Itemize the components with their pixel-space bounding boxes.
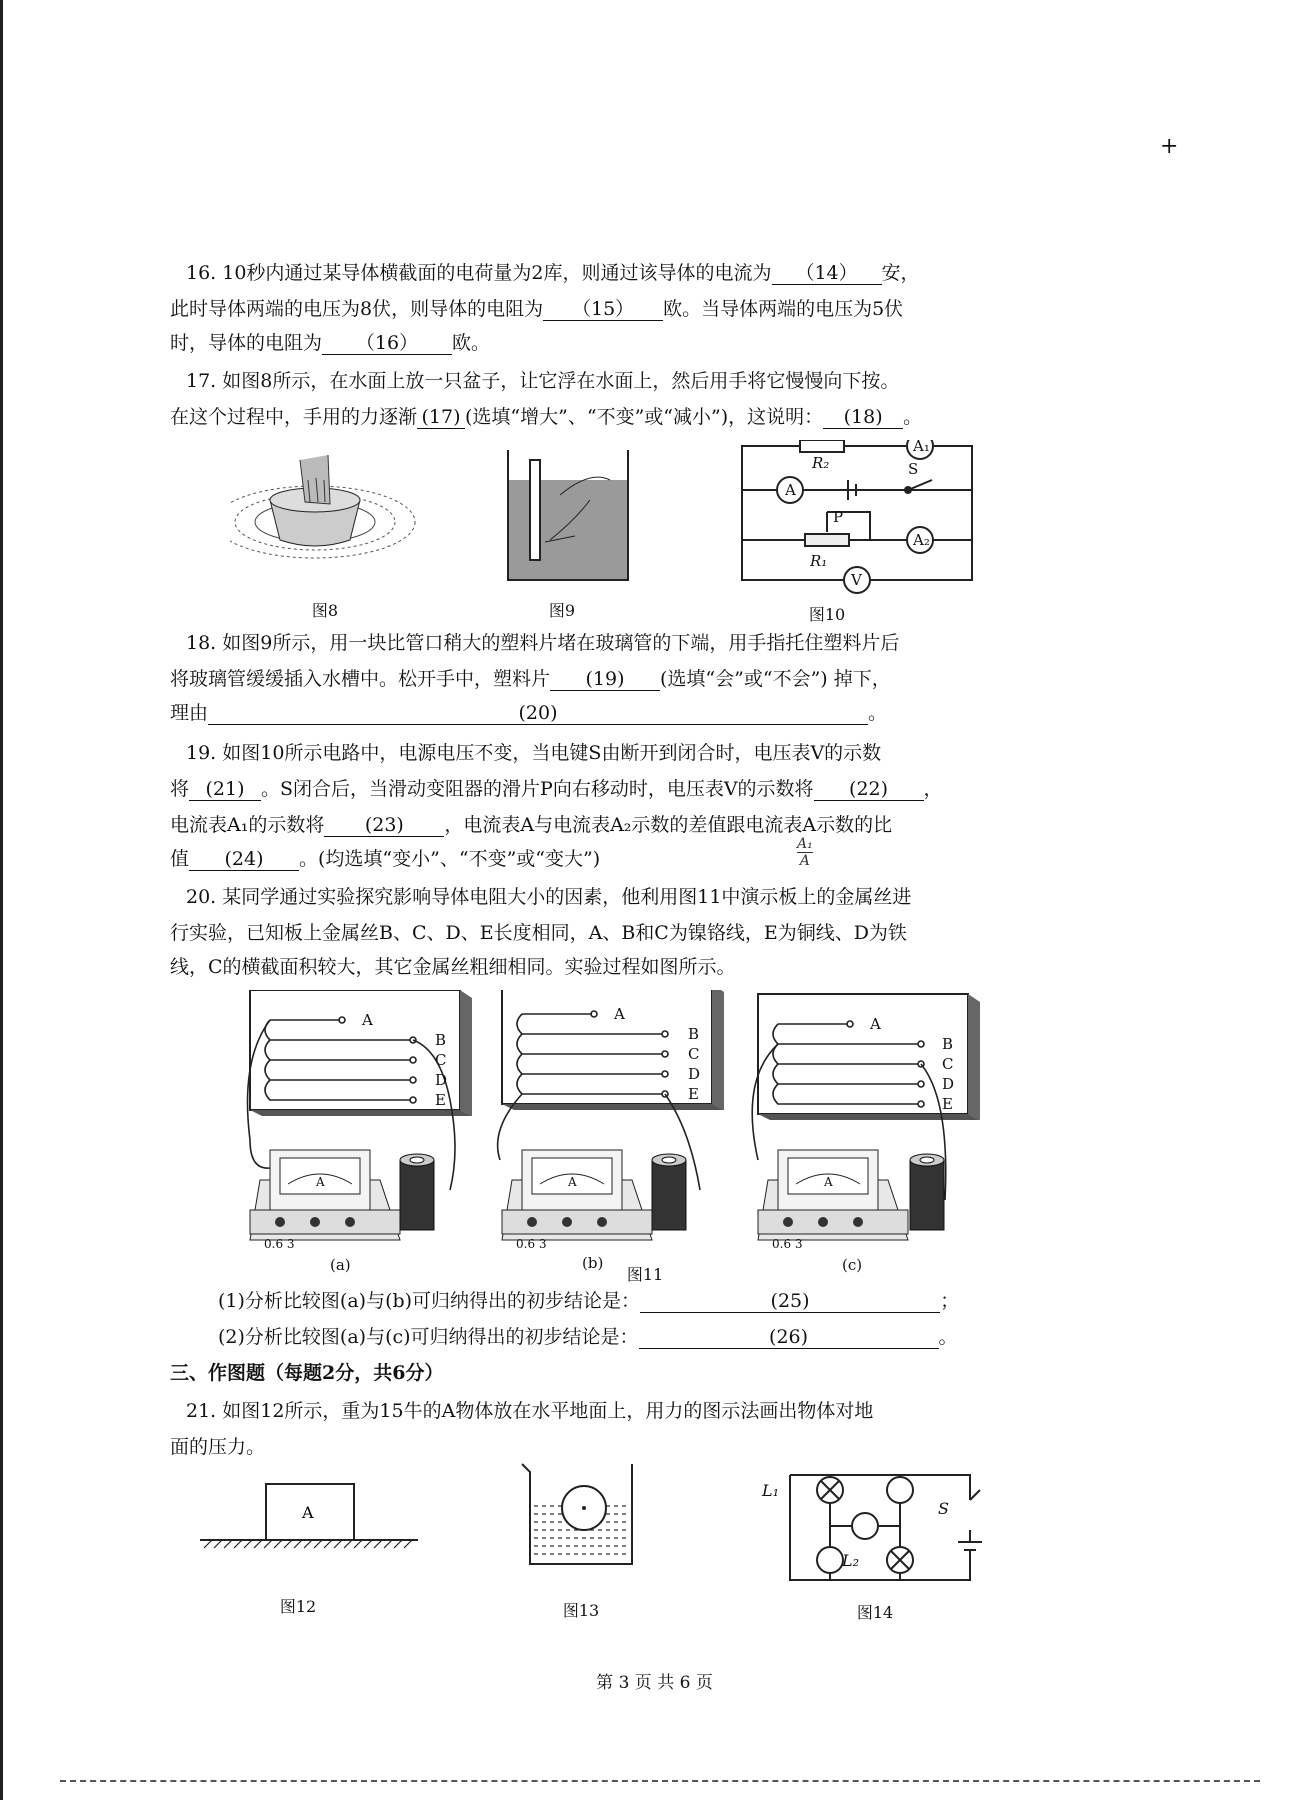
fig14-caption: 图14	[856, 1603, 894, 1622]
fig11a-setup	[248, 990, 473, 1240]
q16-text-e: 时，导体的电阻为	[170, 332, 323, 354]
figures-8-9-10	[230, 440, 1080, 620]
q16-text-d: 欧。当导体两端的电压为5伏	[663, 298, 904, 320]
q20-line2: 行实验，已知板上金属丝B、C、D、E长度相同，A、B和C为镍铬线，E为铜线、D为铁	[170, 922, 907, 944]
handwritten-note	[797, 836, 813, 869]
label-p: P	[833, 508, 844, 526]
label-a1: A₁	[913, 440, 930, 455]
q18-line3	[170, 698, 887, 725]
q17-text-a: 在这个过程中，手用的力逐渐	[170, 406, 418, 428]
meter-scale-c: 0.6 3	[772, 1237, 803, 1251]
caption-a: (a)	[330, 1256, 351, 1274]
q16-line3	[170, 328, 490, 355]
q19-text-g: 。(均选填“变小”、“不变”或“变大”)	[299, 848, 601, 870]
caption-c: (c)	[842, 1256, 863, 1274]
wire-e-label-c: E	[942, 1095, 953, 1113]
fig8-basin-illustration	[230, 455, 415, 558]
wire-e-label-b: E	[688, 1085, 699, 1103]
blank-25[interactable]: (25)	[640, 1290, 940, 1313]
meter-label-c: A	[824, 1175, 833, 1189]
caption-b: (b)	[582, 1254, 604, 1272]
q19-line3	[170, 810, 892, 837]
blank-16[interactable]: （16）	[322, 332, 452, 355]
wire-c-label-c: C	[942, 1055, 954, 1073]
fig8-caption: 图8	[311, 601, 339, 620]
q20-line1: 20. 某同学通过实验探究影响导体电阻大小的因素，他利用图11中演示板上的金属丝进	[186, 886, 912, 908]
q18-line1: 18. 如图9所示，用一块比管口稍大的塑料片堵在玻璃管的下端，用手指托住塑料片后	[186, 632, 900, 654]
q19-text-d: 电流表A₁的示数将	[170, 814, 325, 836]
wire-d-label-c: D	[942, 1075, 955, 1093]
wire-d-label-a: D	[435, 1071, 448, 1089]
wire-a-label-a: A	[362, 1011, 373, 1029]
note-denominator: A	[799, 853, 810, 869]
meter-label-b: A	[568, 1175, 577, 1189]
q19-text-c: ，	[923, 778, 943, 800]
q18-text-a: 将玻璃管缓缓插入水槽中。松开手中，塑料片	[170, 668, 551, 690]
q16-text-b: 安，	[881, 262, 920, 284]
q21-line1: 21. 如图12所示，重为15牛的A物体放在水平地面上，用力的图示法画出物体对地	[186, 1400, 874, 1422]
scan-edge-left	[0, 0, 3, 1800]
fig11-sub-captions	[330, 1254, 862, 1274]
q17-text-c: 。	[903, 406, 923, 428]
q20-conc2-end: 。	[938, 1326, 958, 1348]
q18-text-d: 。	[868, 702, 888, 724]
switch-s-label: S	[938, 1499, 949, 1518]
fig14-incomplete-circuit[interactable]	[790, 1475, 982, 1580]
q20-conc1-text: (1)分析比较图(a)与(b)可归纳得出的初步结论是：	[218, 1290, 641, 1312]
q21-line2: 面的压力。	[170, 1436, 266, 1458]
wire-b-label-b: B	[688, 1025, 700, 1043]
wire-a-label-b: A	[614, 1005, 625, 1023]
q19-text-e: ，电流表A与电流表A₂示数的差值跟电流表A示数的比	[444, 814, 893, 836]
wire-a-label-c: A	[870, 1015, 881, 1033]
wire-b-label-c: B	[942, 1035, 954, 1053]
q19-text-a: 将	[170, 778, 190, 800]
q20-conc2-text: (2)分析比较图(a)与(c)可归纳得出的初步结论是：	[218, 1326, 639, 1348]
q18-text-c: 理由	[170, 702, 209, 724]
blank-24[interactable]: (24)	[189, 848, 299, 871]
q19-line4	[170, 844, 600, 871]
scan-edge-bottom	[60, 1780, 1260, 1782]
q19-line1: 19. 如图10所示电路中，电源电压不变，当电键S由断开到闭合时，电压表V的示数	[186, 742, 882, 764]
q20-conclusion1	[218, 1286, 959, 1313]
lamp-l2-label: L₂	[842, 1551, 860, 1570]
fig9-caption: 图9	[548, 601, 576, 620]
page-footer: 第 3 页 共 6 页	[596, 1673, 713, 1693]
blank-17[interactable]: (17)	[417, 406, 465, 429]
lamp-l1-label: L₁	[762, 1481, 780, 1500]
note-numerator: A₁	[797, 836, 813, 852]
fig11c-setup	[752, 994, 980, 1240]
q16-line2	[170, 294, 903, 321]
blank-21[interactable]: (21)	[189, 778, 261, 801]
label-r1: R₁	[810, 552, 828, 570]
q18-line2	[170, 664, 891, 691]
label-a: A	[785, 481, 796, 499]
wire-c-label-a: C	[435, 1051, 447, 1069]
meter-scale-a: 0.6 3	[264, 1237, 295, 1251]
label-r2: R₂	[812, 454, 830, 472]
fig10-caption: 图10	[808, 605, 846, 624]
blank-22[interactable]: (22)	[814, 778, 924, 801]
block-label: A	[302, 1503, 314, 1522]
blank-15[interactable]: （15）	[543, 298, 663, 321]
fig13-beaker-with-ball[interactable]	[522, 1464, 632, 1564]
q19-line2	[170, 774, 943, 801]
label-a2: A₂	[913, 531, 930, 549]
label-s: S	[908, 460, 919, 478]
fig11-experiment	[230, 990, 1040, 1280]
meter-scale-b: 0.6 3	[516, 1237, 547, 1251]
q16-text-a: 16. 10秒内通过某导体横截面的电荷量为2库，则通过该导体的电流为	[186, 262, 772, 284]
wire-d-label-b: D	[688, 1065, 701, 1083]
wire-c-label-b: C	[688, 1045, 700, 1063]
blank-19[interactable]: (19)	[550, 668, 660, 691]
fig13-caption: 图13	[562, 1601, 600, 1620]
meter-label-a: A	[316, 1175, 325, 1189]
section-heading: 三、作图题（每题2分，共6分）	[170, 1362, 444, 1384]
q17-line1: 17. 如图8所示，在水面上放一只盆子，让它浮在水面上，然后用手将它慢慢向下按。	[186, 370, 900, 392]
blank-23[interactable]: (23)	[324, 814, 444, 837]
q19-text-f: 值	[170, 848, 190, 870]
fig12-block-on-ground[interactable]	[200, 1484, 418, 1548]
figures-12-13-14[interactable]	[200, 1460, 1030, 1610]
blank-14[interactable]: （14）	[772, 262, 882, 285]
q16-text-c: 此时导体两端的电压为8伏，则导体的电阻为	[170, 298, 544, 320]
q16-text-f: 欧。	[452, 332, 491, 354]
blank-20[interactable]: (20)	[208, 702, 868, 725]
label-v: V	[851, 571, 862, 589]
fig11-caption: 图11	[626, 1265, 664, 1284]
registration-mark: +	[1160, 134, 1179, 159]
fig12-caption: 图12	[279, 1597, 317, 1616]
blank-26[interactable]: (26)	[639, 1326, 939, 1349]
q17-line2	[170, 402, 922, 429]
q20-line3: 线，C的横截面积较大，其它金属丝粗细相同。实验过程如图所示。	[170, 956, 736, 978]
wire-b-label-a: B	[435, 1031, 447, 1049]
wire-e-label-a: E	[435, 1091, 446, 1109]
blank-18[interactable]: (18)	[823, 406, 903, 429]
q18-text-b: (选填“会”或“不会”) 掉下，	[660, 668, 891, 690]
q20-conc1-end: ；	[940, 1290, 960, 1312]
q20-conclusion2	[218, 1322, 958, 1349]
q16-line1	[186, 258, 920, 285]
q17-text-b: (选填“增大”、“不变”或“减小”)，这说明：	[465, 406, 824, 428]
q19-text-b: 。S闭合后，当滑动变阻器的滑片P向右移动时，电压表V的示数将	[261, 778, 814, 800]
fig9-tube-tank-illustration	[508, 450, 628, 580]
